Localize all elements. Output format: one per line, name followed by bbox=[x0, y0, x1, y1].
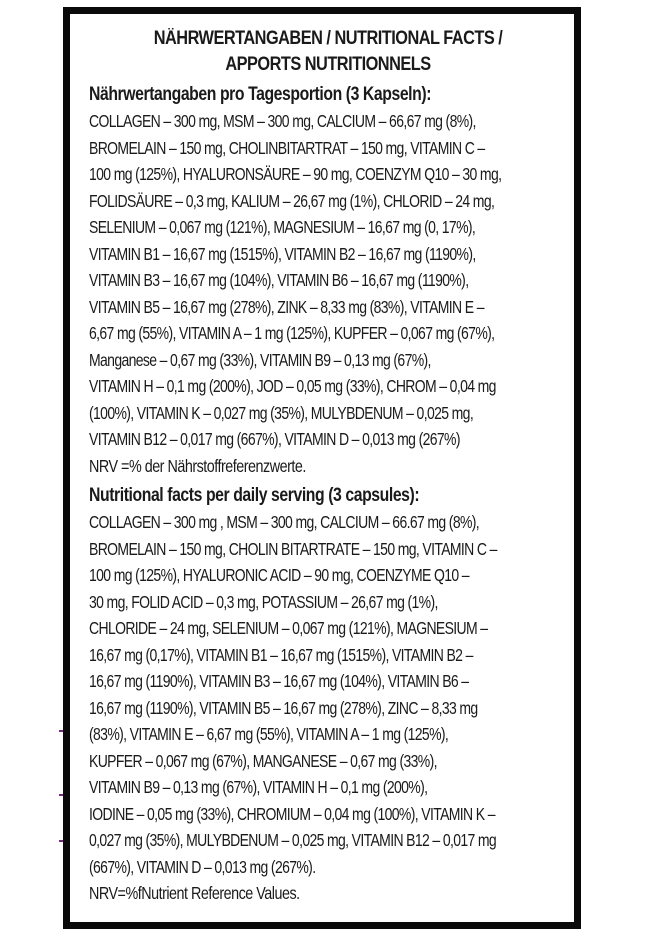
english-heading: Nutritional facts per daily serving (3 capsules): bbox=[89, 485, 420, 506]
text-line: IODINE – 0,05 mg (33%), CHROMIUM – 0,04 mg (100%), VITAMIN K – bbox=[89, 803, 495, 824]
text-line: (83%), VITAMIN E – 6,67 mg (55%), VITAMIN A – 1 mg (125%), bbox=[89, 724, 449, 744]
text-line: Manganese – 0,67 mg (33%), VITAMIN B9 – 0,13 mg (67%), bbox=[89, 349, 431, 370]
nutrition-label-content bbox=[89, 14, 567, 907]
text-line: 100 mg (125%), HYALURONSÄURE – 90 mg, COENZYM Q10 – 30 mg, bbox=[89, 164, 502, 184]
text-line: 30 mg, FOLID ACID – 0,3 mg, POTASSIUM – 26,67 mg (1%), bbox=[89, 591, 438, 612]
text-line: KUPFER – 0,067 mg (67%), MANGANESE – 0,67 mg (33%), bbox=[89, 750, 437, 771]
text-line: 6,67 mg (55%), VITAMIN A – 1 mg (125%), KUPFER – 0,067 mg (67%), bbox=[89, 323, 495, 343]
german-section bbox=[89, 82, 567, 479]
text-line: VITAMIN B12 – 0,017 mg (667%), VITAMIN D – 0,013 mg (267%) bbox=[89, 429, 460, 449]
title-line: NÄHRWERTANGABEN / NUTRITIONAL FACTS / bbox=[153, 28, 503, 49]
german-nrv-note: NRV =% der Nährstoffreferenzwerte. bbox=[89, 455, 306, 476]
text-line: 16,67 mg (0,17%), VITAMIN B1 – 16,67 mg (1515%), VITAMIN B2 – bbox=[89, 644, 473, 665]
text-line: 16,67 mg (1190%), VITAMIN B3 – 16,67 mg (104%), VITAMIN B6 – bbox=[89, 671, 469, 691]
text-line: (667%), VITAMIN D – 0,013 mg (267%). bbox=[89, 856, 316, 877]
text-line: COLLAGEN – 300 mg, MSM – 300 mg, CALCIUM – 66,67 mg (8%), bbox=[89, 111, 476, 131]
text-line: 16,67 mg (1190%), VITAMIN B5 – 16,67 mg (278%), ZINC – 8,33 mg bbox=[89, 697, 478, 718]
german-heading: Nährwertangaben pro Tagesportion (3 Kapseln): bbox=[89, 84, 432, 105]
text-line: BROMELAIN – 150 mg, CHOLINBITARTRAT – 150 mg, VITAMIN C – bbox=[89, 137, 485, 158]
text-line: FOLIDSÄURE – 0,3 mg, KALIUM – 26,67 mg (1%), CHLORID – 24 mg, bbox=[89, 190, 495, 211]
text-line: VITAMIN B3 – 16,67 mg (104%), VITAMIN B6 – 16,67 mg (1190%), bbox=[89, 270, 469, 290]
text-line: BROMELAIN – 150 mg, CHOLIN BITARTRATE – 150 mg, VITAMIN C – bbox=[89, 538, 497, 559]
english-nrv-note: NRV=%fNutrient Reference Values. bbox=[89, 883, 300, 903]
text-line: CHLORIDE – 24 mg, SELENIUM – 0,067 mg (121%), MAGNESIUM – bbox=[89, 618, 488, 638]
text-line: VITAMIN B5 – 16,67 mg (278%), ZINK – 8,33 mg (83%), VITAMIN E – bbox=[89, 296, 484, 317]
title-line: APPORTS NUTRITIONNELS bbox=[225, 54, 431, 75]
text-line: VITAMIN B1 – 16,67 mg (1515%), VITAMIN B2 – 16,67 mg (1190%), bbox=[89, 243, 476, 264]
text-line: VITAMIN H – 0,1 mg (200%), JOD – 0,05 mg (33%), CHROM – 0,04 mg bbox=[89, 376, 496, 396]
text-line: 100 mg (125%), HYALURONIC ACID – 90 mg, COENZYME Q10 – bbox=[89, 565, 469, 585]
label-title bbox=[122, 26, 533, 78]
text-line: COLLAGEN – 300 mg , MSM – 300 mg, CALCIUM – 66.67 mg (8%), bbox=[89, 512, 480, 532]
nutrition-label-box bbox=[63, 7, 581, 929]
text-line: (100%), VITAMIN K – 0,027 mg (35%), MULYBDENUM – 0,025 mg, bbox=[89, 402, 474, 423]
text-line: SELENIUM – 0,067 mg (121%), MAGNESIUM – 16,67 mg (0, 17%), bbox=[89, 217, 476, 237]
text-line: VITAMIN B9 – 0,13 mg (67%), VITAMIN H – 0,1 mg (200%), bbox=[89, 777, 428, 797]
text-line: 0,027 mg (35%), MULYBDENUM – 0,025 mg, VITAMIN B12 – 0,017 mg bbox=[89, 830, 497, 850]
english-section bbox=[89, 483, 567, 907]
